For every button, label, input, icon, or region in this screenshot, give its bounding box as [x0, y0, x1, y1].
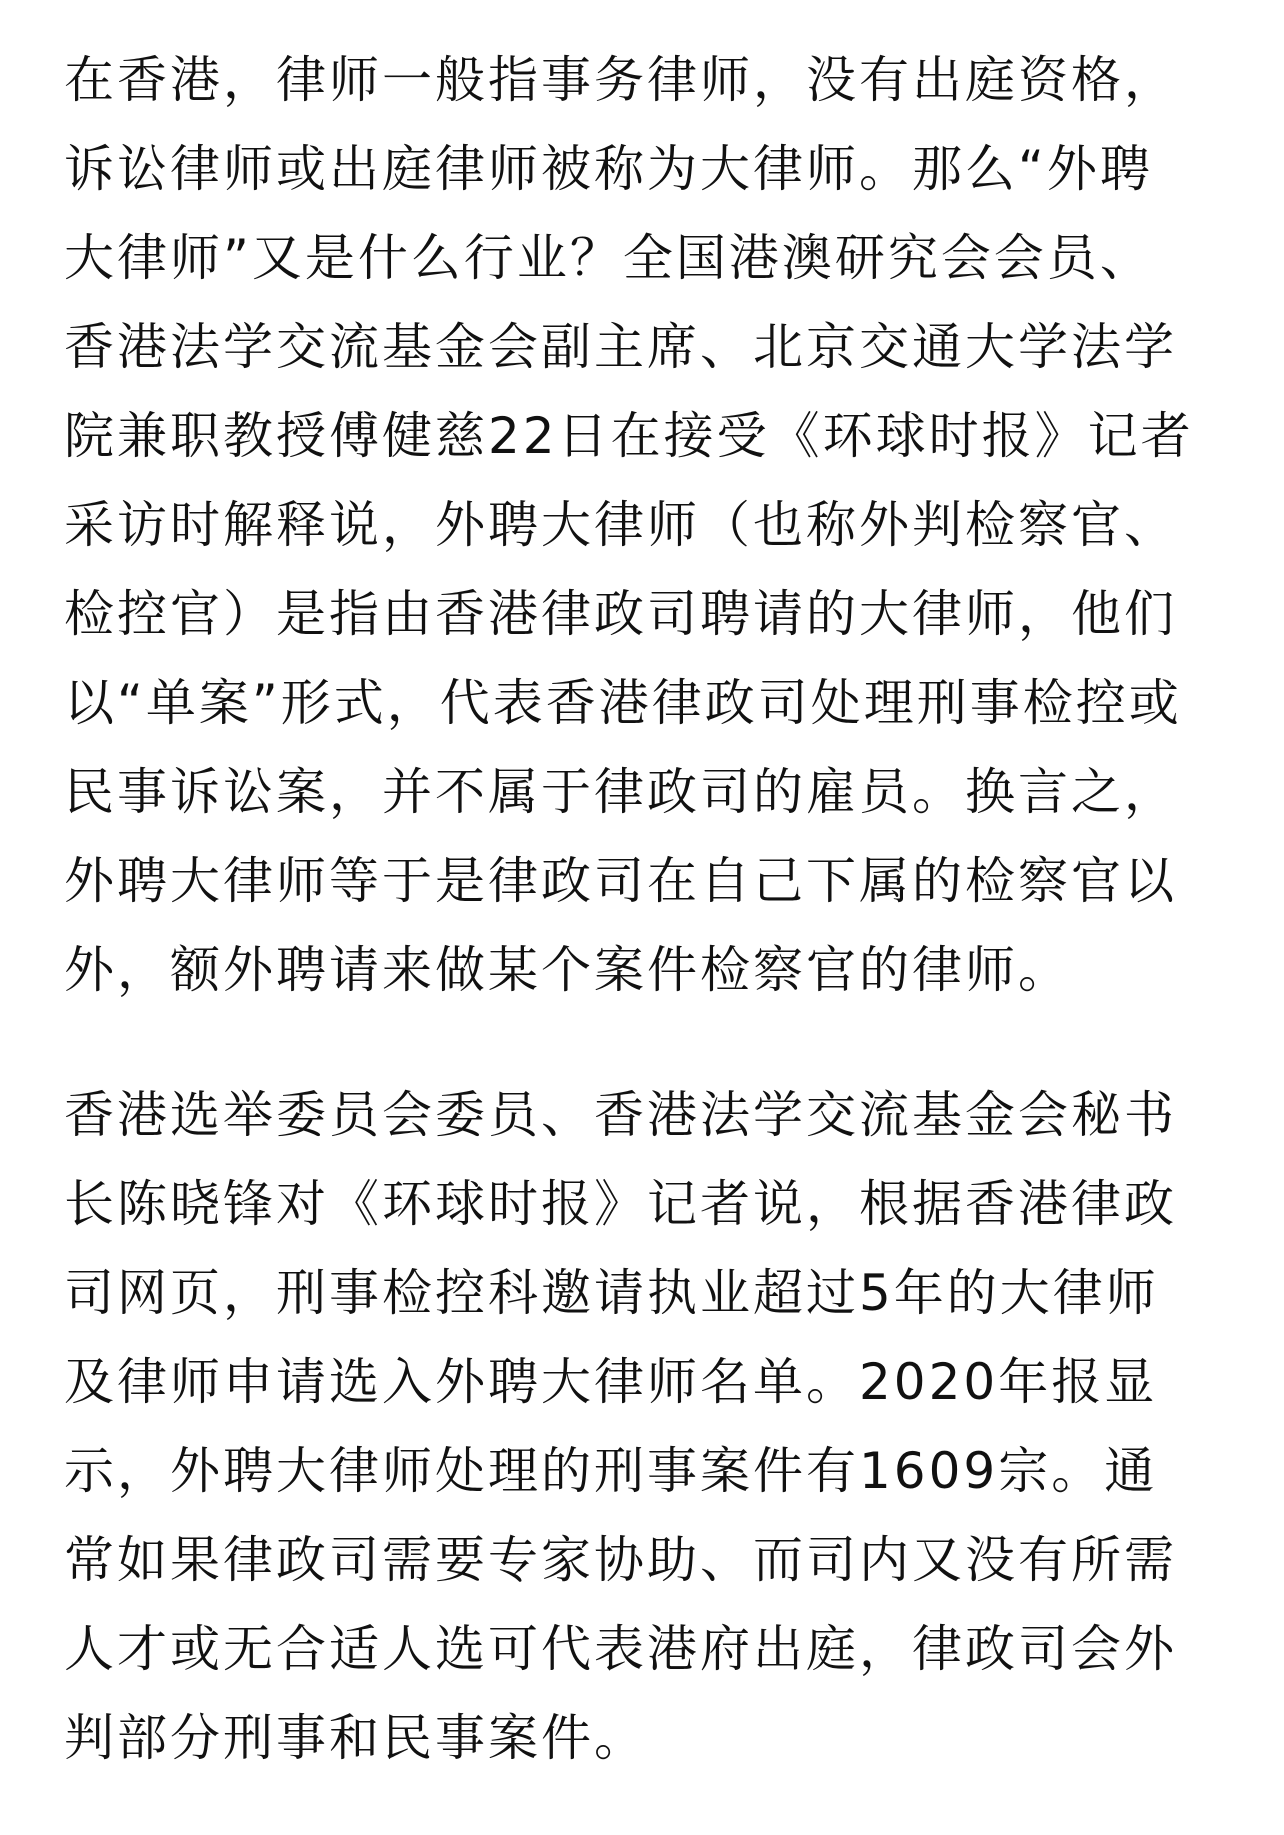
text-line: 院兼职教授傅健慈22日在接受《环球时报》记者 [64, 407, 1194, 465]
text-line: 香港法学交流基金会副主席、北京交通大学法学 [64, 318, 1177, 376]
text-line: 采访时解释说，外聘大律师（也称外判检察官、 [64, 496, 1177, 554]
paragraph-2 [64, 1075, 1224, 1787]
text-line: 在香港，律师一般指事务律师，没有出庭资格， [64, 51, 1177, 109]
text-line: 外聘大律师等于是律政司在自己下属的检察官以 [64, 852, 1177, 910]
text-line: 人才或无合适人选可代表港府出庭，律政司会外 [64, 1620, 1177, 1678]
text-line: 外，额外聘请来做某个案件检察官的律师。 [64, 941, 1071, 999]
paragraph-1 [64, 40, 1224, 1019]
text-line: 民事诉讼案，并不属于律政司的雇员。换言之， [64, 763, 1177, 821]
text-line: 常如果律政司需要专家协助、而司内又没有所需 [64, 1531, 1177, 1589]
text-line: 检控官）是指由香港律政司聘请的大律师，他们 [64, 585, 1177, 643]
text-line: 及律师申请选入外聘大律师名单。2020年报显 [64, 1353, 1158, 1411]
text-line: 以“单案”形式，代表香港律政司处理刑事检控或 [64, 674, 1182, 732]
text-line: 大律师”又是什么行业？全国港澳研究会会员、 [64, 229, 1153, 287]
article-body [64, 40, 1224, 1787]
text-line: 长陈晓锋对《环球时报》记者说，根据香港律政 [64, 1175, 1177, 1233]
text-line: 香港选举委员会委员、香港法学交流基金会秘书 [64, 1086, 1177, 1144]
text-line: 司网页，刑事检控科邀请执业超过5年的大律师 [64, 1264, 1159, 1322]
text-line: 诉讼律师或出庭律师被称为大律师。那么“外聘 [64, 140, 1153, 198]
paragraph-spacer [64, 1019, 1224, 1075]
text-line: 判部分刑事和民事案件。 [64, 1709, 647, 1767]
text-line: 示，外聘大律师处理的刑事案件有1609宗。通 [64, 1442, 1158, 1500]
